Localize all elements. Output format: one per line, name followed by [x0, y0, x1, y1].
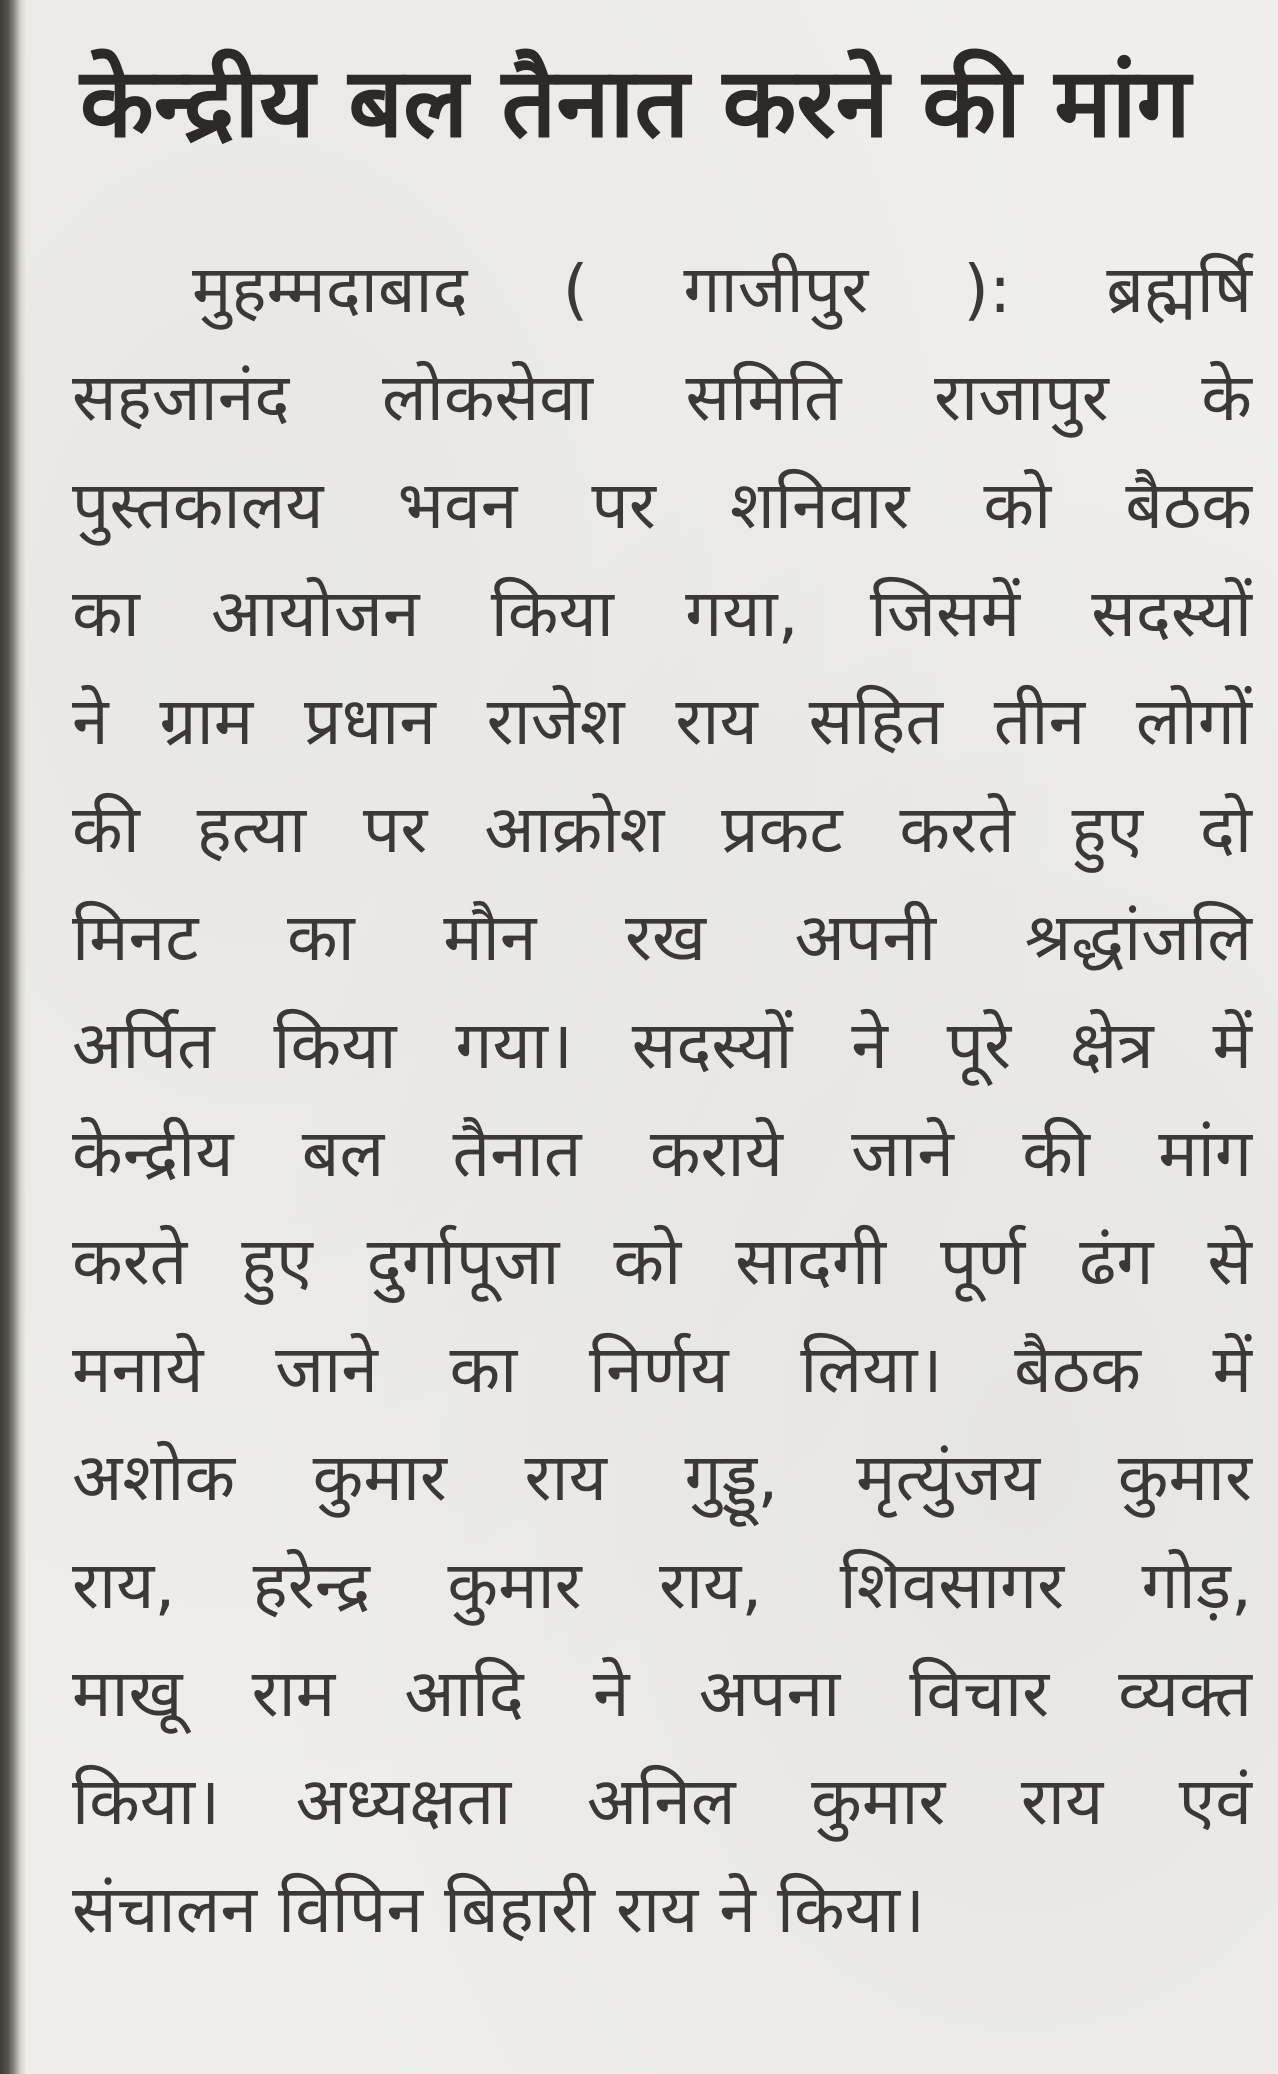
- article-line-3: पुस्तकालय भवन पर शनिवार को बैठक: [72, 467, 1252, 544]
- article-line-11: मनाये जाने का निर्णय लिया। बैठक में: [72, 1331, 1252, 1408]
- article-line-16: संचालन विपिन बिहारी राय ने किया।: [72, 1871, 926, 1948]
- clipping-torn-edge: [0, 0, 26, 2074]
- article-line-1: [72, 236, 1252, 344]
- article-line-13: राय, हरेन्द्र कुमार राय, शिवसागर गोड़,: [72, 1547, 1252, 1624]
- article-line-9: केन्द्रीय बल तैनात कराये जाने की मांग: [72, 1115, 1252, 1192]
- article-line-7: मिनट का मौन रख अपनी श्रद्धांजलि: [72, 899, 1252, 976]
- article-line-4: का आयोजन किया गया, जिसमें सदस्यों: [72, 575, 1252, 652]
- article-dateline: मुहम्मदाबाद ( गाजीपुर ):: [192, 251, 1012, 328]
- article-line-15: किया। अध्यक्षता अनिल कुमार राय एवं: [72, 1763, 1252, 1840]
- article-line-1-text: ब्रह्मर्षि: [1106, 251, 1252, 328]
- article-line-5: ने ग्राम प्रधान राजेश राय सहित तीन लोगों: [72, 683, 1252, 760]
- article-line-14: माखू राम आदि ने अपना विचार व्यक्त: [72, 1655, 1252, 1732]
- article-line-10: करते हुए दुर्गापूजा को सादगी पूर्ण ढंग से: [72, 1223, 1252, 1300]
- article-line-2: सहजानंद लोकसेवा समिति राजापुर के: [72, 359, 1252, 436]
- article-line-6: की हत्या पर आक्रोश प्रकट करते हुए दो: [72, 791, 1252, 868]
- article-body: [72, 236, 1252, 1964]
- article-line-8: अर्पित किया गया। सदस्यों ने पूरे क्षेत्र में: [72, 1007, 1252, 1084]
- article-headline: केन्द्रीय बल तैनात करने की मांग: [80, 47, 1191, 159]
- article-line-12: अशोक कुमार राय गुड्डू, मृत्युंजय कुमार: [72, 1439, 1252, 1516]
